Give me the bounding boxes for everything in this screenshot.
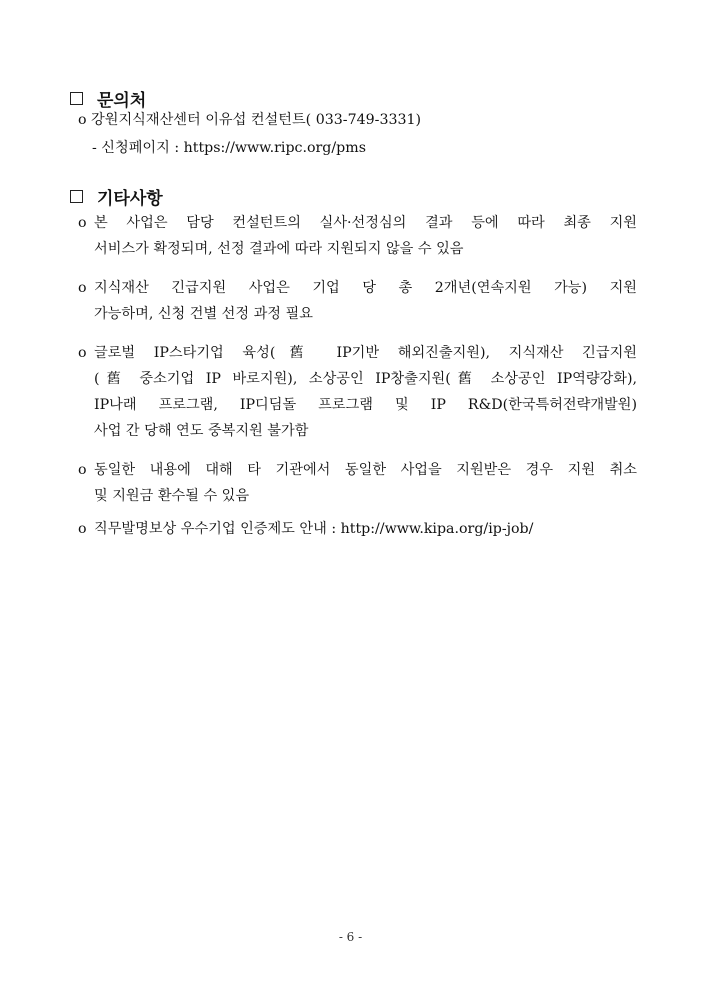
notes-item-line: 가능하며, 신청 건별 선정 과정 필요 xyxy=(94,306,313,322)
checkbox-square-icon xyxy=(70,92,83,105)
application-page-line: - 신청페이지 : https://www.ripc.org/pms xyxy=(92,140,366,156)
notes-item-line: 및 지원금 환수될 수 있음 xyxy=(94,488,250,504)
bullet-marker: o xyxy=(78,345,87,361)
bullet-marker: o xyxy=(78,280,87,296)
contact-section-title: 문의처 xyxy=(97,91,147,111)
bullet-marker: o xyxy=(78,462,87,478)
contact-section-heading xyxy=(70,86,146,111)
notes-item-line: 사업 간 당해 연도 중복지원 불가함 xyxy=(94,423,309,439)
notes-item-line: 글로벌 IP스타기업 육성(舊 IP기반 해외진출지원), 지식재산 긴급지원 xyxy=(94,345,637,361)
notes-item-line: 동일한 내용에 대해 타 기관에서 동일한 사업을 지원받은 경우 지원 취소 xyxy=(94,462,637,478)
checkbox-square-icon xyxy=(70,190,83,203)
notes-item-line: 직무발명보상 우수기업 인증제도 안내 : http://www.kipa.org/ip-job/ xyxy=(94,521,534,537)
bullet-marker: o xyxy=(78,521,87,537)
bullet-marker: o xyxy=(78,215,87,231)
notes-item-line: 서비스가 확정되며, 선정 결과에 따라 지원되지 않을 수 있음 xyxy=(94,241,464,257)
notes-item-line: (舊 중소기업 IP 바로지원), 소상공인 IP창출지원(舊 소상공인 IP역량강화), xyxy=(94,371,637,387)
page-number: - 6 - xyxy=(338,930,363,944)
contact-line: o 강원지식재산센터 이유섭 컨설턴트( 033-749-3331) xyxy=(78,112,422,128)
notes-item-line: 본 사업은 담당 컨설턴트의 실사·선정심의 결과 등에 따라 최종 지원 xyxy=(94,215,637,231)
notes-item-line: IP나래 프로그램, IP디딤돌 프로그램 및 IP R&D(한국특허전략개발원) xyxy=(94,397,637,413)
notes-section-title: 기타사항 xyxy=(97,189,163,209)
notes-item-line: 지식재산 긴급지원 사업은 기업 당 총 2개년(연속지원 가능) 지원 xyxy=(94,280,637,296)
notes-section-heading xyxy=(70,184,163,209)
